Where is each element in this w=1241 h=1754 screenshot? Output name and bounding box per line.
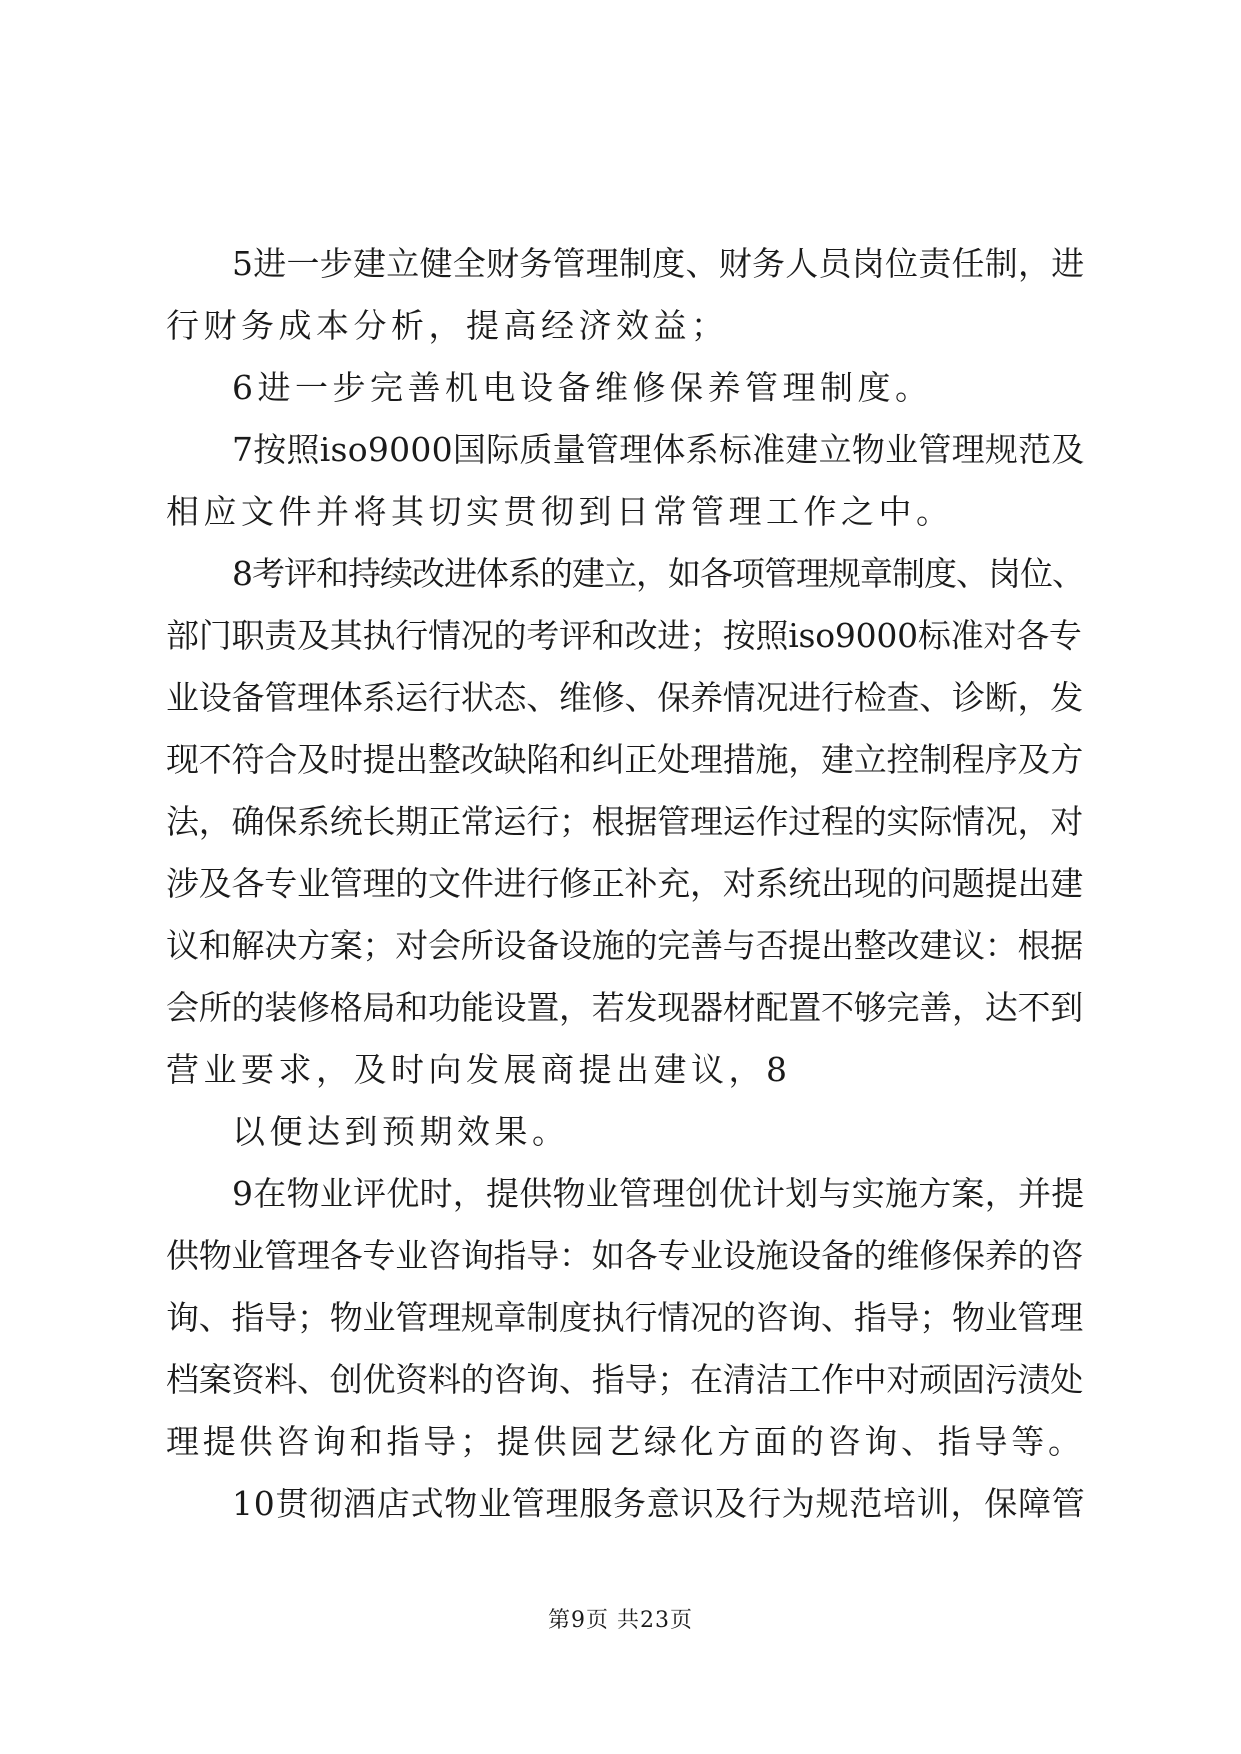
paragraph-8-line-2: 部门职责及其执行情况的考评和改进；按照iso9000标准对各专 xyxy=(166,616,1082,655)
paragraph-9-line-3: 询、指导；物业管理规章制度执行情况的咨询、指导；物业管理 xyxy=(166,1298,1083,1337)
paragraph-8-line-9: 营业要求，及时向发展商提出建议，8 xyxy=(166,1050,792,1089)
page-number-footer: 第9页 共23页 xyxy=(548,1608,693,1633)
paragraph-8-line-1: 8考评和持续改进体系的建立，如各项管理规章制度、岗位、 xyxy=(232,554,1084,593)
paragraph-7-line-1: 7按照iso9000国际质量管理体系标准建立物业管理规范及 xyxy=(232,430,1085,469)
paragraph-8-line-8: 会所的装修格局和功能设置，若发现器材配置不够完善，达不到 xyxy=(166,988,1083,1027)
paragraph-8-line-7: 议和解决方案；对会所设备设施的完善与否提出整改建议：根据 xyxy=(166,926,1083,965)
paragraph-8-continuation: 以便达到预期效果。 xyxy=(232,1112,570,1151)
document-body xyxy=(166,233,1086,1535)
paragraph-6-line-1: 6进一步完善机电设备维修保养管理制度。 xyxy=(232,368,933,407)
paragraph-10-line-1: 10贯彻酒店式物业管理服务意识及行为规范培训，保障管 xyxy=(232,1484,1086,1523)
paragraph-8-line-5: 法，确保系统长期正常运行；根据管理运作过程的实际情况，对 xyxy=(166,802,1083,841)
paragraph-5-line-2: 行财务成本分析，提高经济效益； xyxy=(166,306,729,345)
paragraph-8-line-6: 涉及各专业管理的文件进行修正补充，对系统出现的问题提出建 xyxy=(166,864,1083,903)
paragraph-5-line-1: 5进一步建立健全财务管理制度、财务人员岗位责任制，进 xyxy=(232,244,1085,283)
paragraph-7-line-2: 相应文件并将其切实贯彻到日常管理工作之中。 xyxy=(166,492,954,531)
paragraph-8-line-4: 现不符合及时提出整改缺陷和纠正处理措施，建立控制程序及方 xyxy=(166,740,1083,779)
paragraph-9-line-2: 供物业管理各专业咨询指导：如各专业设施设备的维修保养的咨 xyxy=(166,1236,1083,1275)
paragraph-9-line-4: 档案资料、创优资料的咨询、指导；在清洁工作中对顽固污渍处 xyxy=(166,1360,1083,1399)
paragraph-9-line-1: 9在物业评优时，提供物业管理创优计划与实施方案，并提 xyxy=(232,1174,1085,1213)
paragraph-9-line-5: 理提供咨询和指导；提供园艺绿化方面的咨询、指导等。 xyxy=(166,1422,1085,1461)
paragraph-8-line-3: 业设备管理体系运行状态、维修、保养情况进行检查、诊断，发 xyxy=(166,678,1083,717)
